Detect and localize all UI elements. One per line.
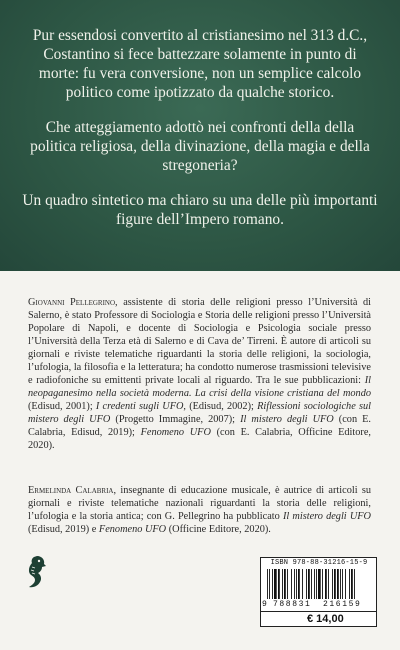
- book-title: Fenomeno UFO: [140, 427, 211, 438]
- bio-text: (con E. Calabria, Officine Editore, 2020).: [28, 427, 371, 451]
- barcode-bar: [274, 569, 277, 599]
- barcode-bar: [298, 569, 300, 599]
- barcode-bar: [342, 569, 343, 599]
- price-row: [261, 611, 376, 627]
- barcode-bar: [296, 569, 297, 599]
- barcode-bar: [332, 569, 333, 599]
- book-title: Il mistero degli UFO: [282, 511, 371, 522]
- barcode-digits: [261, 600, 376, 609]
- barcode-bar: [282, 569, 283, 599]
- barcode-bar: [269, 569, 270, 599]
- barcode-bar: [306, 569, 307, 599]
- isbn-number: ISBN 978-88-31216-15-9: [270, 559, 368, 567]
- barcode-bar: [311, 569, 312, 599]
- book-title: Riflessioni sociologiche sul mistero degli UFO: [28, 401, 371, 425]
- barcode-bar: [328, 569, 329, 599]
- book-title: Il mistero degli UFO: [240, 414, 334, 425]
- bio-text: , assistente di storia delle religioni presso l’Università di Salerno, è stato Professore di Sociologia e Storia delle religioni presso l’Università Popolare di Napoli, e docente di Sociologia e Psicologia sociale presso l’Università della Terza età di Salerno e di Cava de’ Tirreni. È autore di articoli su giornali e riviste telematiche riguardanti la storia delle religioni, la sociologia, l’ufologia, la filosofia e la letteratura; ha condotto numerose trasmissioni televisive e radiofoniche su emittenti private locali al riguardo. Tra le sue pubblicazioni:: [28, 297, 371, 386]
- barcode-bar: [345, 569, 346, 599]
- book-title: Il neopaganesimo nella società moderna. La crisi della visione cristiana del mondo: [28, 375, 371, 399]
- barcode-bar: [278, 569, 280, 599]
- seahorse-logo-icon: [25, 555, 47, 589]
- bio-text: (con E. Calabria, Edisud, 2019);: [28, 414, 371, 438]
- barcode-bar: [349, 569, 350, 599]
- barcode-bar: [337, 569, 339, 599]
- bio-text: (Edisud, 2019) e: [28, 524, 99, 535]
- price: € 14,00: [307, 613, 344, 625]
- barcode-bar: [322, 569, 323, 599]
- barcode-bar: [334, 569, 336, 599]
- barcode-bar: [325, 569, 327, 599]
- barcode-digit-group: 216159: [323, 600, 362, 609]
- barcode-digit-lead: 9: [262, 600, 267, 609]
- author-name: Ermelinda Calabria: [28, 485, 114, 496]
- author-bio-calabria: [28, 484, 371, 536]
- bio-text: , insegnante di educazione musicale, è autrice di articoli su giornali e riviste telematiche nazionali riguardanti la storia delle religioni, l’ufologia e la storia antica; con G. Pellegrino ha pubblicato: [28, 485, 371, 522]
- barcode-bar: [294, 569, 295, 599]
- barcode-label: [260, 557, 377, 627]
- author-name: Giovanni Pellegrino: [28, 297, 116, 308]
- barcode-bars: [267, 569, 371, 599]
- book-title: I credenti sugli UFO: [95, 401, 184, 412]
- barcode-bar: [302, 569, 303, 599]
- barcode-bar: [291, 569, 292, 599]
- bio-text: , (Edisud, 2002);: [183, 401, 258, 412]
- barcode-bar: [267, 569, 268, 599]
- barcode-bar: [272, 569, 273, 599]
- barcode-bar: [340, 569, 341, 599]
- blurb-paragraph-3: Un quadro sintetico ma chiaro su una delle più importanti figure dell’Impero romano.: [22, 192, 378, 228]
- barcode-bar: [316, 569, 317, 599]
- author-bio-pellegrino: [28, 296, 371, 452]
- barcode-bar: [308, 569, 310, 599]
- blurb-paragraph-2: Che atteggiamento adottò nei confronti della della politica religiosa, della divinazione, della magia e della stregoneria?: [30, 119, 370, 174]
- barcode-bar: [284, 569, 286, 599]
- blurb-paragraph-1: Pur essendosi convertito al cristianesimo nel 313 d.C., Costantino si fece battezzare solamente in punto di morte: fu vera conversione, non un semplice calcolo politico come ipotizzato da qualche storico.: [32, 27, 368, 101]
- barcode-bar: [287, 569, 288, 599]
- book-title: Fenomeno UFO: [98, 524, 167, 535]
- barcode-bar: [351, 569, 353, 599]
- bio-text: (Progetto Immagine, 2007);: [110, 414, 241, 425]
- barcode-bar: [314, 569, 315, 599]
- barcode-digit-group: 788831: [273, 600, 312, 609]
- barcode-bar: [318, 569, 321, 599]
- blurb-panel: [0, 0, 400, 271]
- bio-text: (Edisud, 2001);: [28, 401, 96, 412]
- bio-text: (Officine Editore, 2020).: [166, 524, 271, 535]
- barcode-bar: [354, 569, 355, 599]
